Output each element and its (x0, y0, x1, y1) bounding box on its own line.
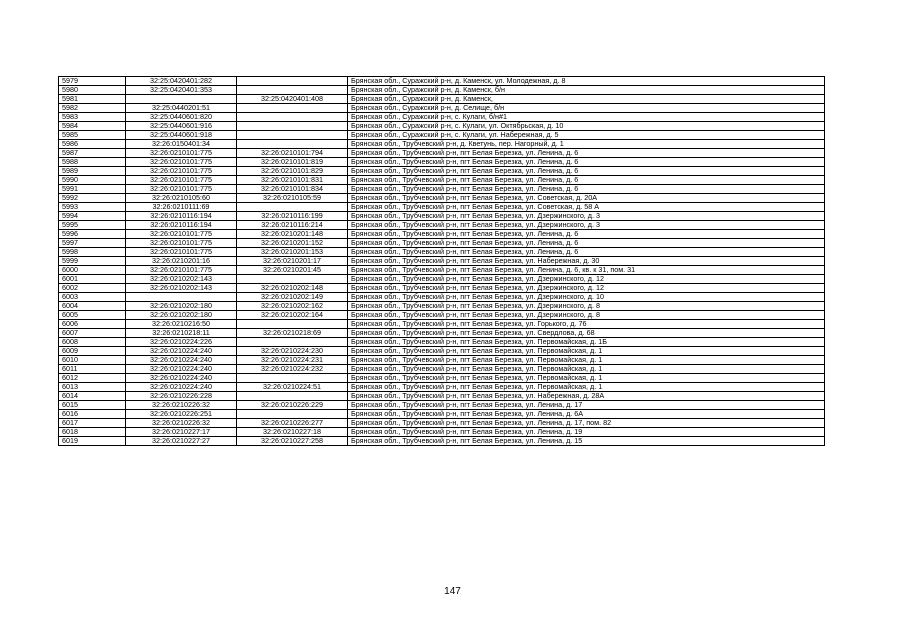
row-number-cell: 5989 (59, 167, 126, 176)
linked-cadastral-number-cell: 32:26:0210202:162 (237, 302, 348, 311)
row-number-cell: 6008 (59, 338, 126, 347)
row-number-cell: 6013 (59, 383, 126, 392)
address-cell: Брянская обл., Трубчевский р-н, пгт Белая Березка, ул. Ленина, д. 6 (348, 239, 825, 248)
linked-cadastral-number-cell (237, 122, 348, 131)
row-number-cell: 5980 (59, 86, 126, 95)
cadastral-number-cell: 32:26:0210116:194 (126, 212, 237, 221)
address-cell: Брянская обл., Суражский р-н, д. Селище, б/н (348, 104, 825, 113)
table-row (59, 212, 825, 221)
address-cell: Брянская обл., Трубчевский р-н, пгт Белая Березка, ул. Советская, д. 58 А (348, 203, 825, 212)
row-number-cell: 5992 (59, 194, 126, 203)
row-number-cell: 5994 (59, 212, 126, 221)
address-cell: Брянская обл., Суражский р-н, с. Кулаги, ул. Набережная, д. 5 (348, 131, 825, 140)
address-cell: Брянская обл., Трубчевский р-н, пгт Белая Березка, ул. Ленина, д. 6 (348, 149, 825, 158)
row-number-cell: 5986 (59, 140, 126, 149)
address-cell: Брянская обл., Суражский р-н, д. Каменск, б/н (348, 86, 825, 95)
table-row (59, 284, 825, 293)
linked-cadastral-number-cell: 32:26:0210101:794 (237, 149, 348, 158)
table-row (59, 365, 825, 374)
table-row (59, 185, 825, 194)
address-cell: Брянская обл., Трубчевский р-н, пгт Белая Березка, ул. Первомайская, д. 1Б (348, 338, 825, 347)
address-cell: Брянская обл., Трубчевский р-н, пгт Белая Березка, ул. Горького, д. 76 (348, 320, 825, 329)
address-cell: Брянская обл., Трубчевский р-н, д. Кветунь, пер. Нагорный, д. 1 (348, 140, 825, 149)
address-cell: Брянская обл., Трубчевский р-н, пгт Белая Березка, ул. Первомайская, д. 1 (348, 374, 825, 383)
row-number-cell: 5983 (59, 113, 126, 122)
cadastral-number-cell: 32:26:0210105:60 (126, 194, 237, 203)
table-row (59, 320, 825, 329)
cadastral-number-cell: 32:26:0210227:17 (126, 428, 237, 437)
linked-cadastral-number-cell (237, 104, 348, 113)
cadastral-number-cell: 32:26:0210101:775 (126, 149, 237, 158)
property-registry-table (58, 76, 825, 446)
table-row (59, 275, 825, 284)
table-row (59, 104, 825, 113)
cadastral-number-cell (126, 293, 237, 302)
cadastral-number-cell: 32:26:0210202:180 (126, 311, 237, 320)
row-number-cell: 6000 (59, 266, 126, 275)
cadastral-number-cell: 32:26:0210101:775 (126, 239, 237, 248)
cadastral-number-cell: 32:26:0210111:69 (126, 203, 237, 212)
table-row (59, 230, 825, 239)
table-row (59, 140, 825, 149)
table-row (59, 122, 825, 131)
address-cell: Брянская обл., Трубчевский р-н, пгт Белая Березка, ул. Первомайская, д. 1 (348, 383, 825, 392)
address-cell: Брянская обл., Трубчевский р-н, пгт Белая Березка, ул. Дзержинского, д. 8 (348, 302, 825, 311)
linked-cadastral-number-cell: 32:26:0210226:229 (237, 401, 348, 410)
linked-cadastral-number-cell: 32:26:0210101:819 (237, 158, 348, 167)
cadastral-number-cell: 32:26:0210216:50 (126, 320, 237, 329)
cadastral-number-cell: 32:26:0210227:27 (126, 437, 237, 446)
table-row (59, 392, 825, 401)
row-number-cell: 5993 (59, 203, 126, 212)
linked-cadastral-number-cell: 32:26:0210116:214 (237, 221, 348, 230)
address-cell: Брянская обл., Суражский р-н, д. Каменск, (348, 95, 825, 104)
linked-cadastral-number-cell: 32:26:0210224:231 (237, 356, 348, 365)
table-row (59, 356, 825, 365)
table-row (59, 329, 825, 338)
linked-cadastral-number-cell: 32:26:0210224:230 (237, 347, 348, 356)
table-row (59, 266, 825, 275)
linked-cadastral-number-cell: 32:26:0210201:45 (237, 266, 348, 275)
cadastral-number-cell: 32:26:0210224:240 (126, 347, 237, 356)
row-number-cell: 6003 (59, 293, 126, 302)
cadastral-number-cell: 32:26:0210101:775 (126, 167, 237, 176)
address-cell: Брянская обл., Трубчевский р-н, пгт Белая Березка, ул. Ленина, д. 6, кв. к 31, пом. 31 (348, 266, 825, 275)
address-cell: Брянская обл., Трубчевский р-н, пгт Белая Березка, ул. Ленина, д. 6 (348, 158, 825, 167)
row-number-cell: 6009 (59, 347, 126, 356)
table-row (59, 347, 825, 356)
linked-cadastral-number-cell: 32:26:0210101:831 (237, 176, 348, 185)
linked-cadastral-number-cell (237, 113, 348, 122)
table-row (59, 149, 825, 158)
cadastral-number-cell: 32:26:0210224:240 (126, 383, 237, 392)
linked-cadastral-number-cell: 32:26:0210224:232 (237, 365, 348, 374)
linked-cadastral-number-cell (237, 374, 348, 383)
row-number-cell: 5991 (59, 185, 126, 194)
table-row (59, 374, 825, 383)
table-row (59, 131, 825, 140)
row-number-cell: 5984 (59, 122, 126, 131)
table-row (59, 158, 825, 167)
table-row (59, 203, 825, 212)
table-row (59, 428, 825, 437)
address-cell: Брянская обл., Трубчевский р-н, пгт Белая Березка, ул. Ленина, д. 15 (348, 437, 825, 446)
row-number-cell: 6001 (59, 275, 126, 284)
address-cell: Брянская обл., Трубчевский р-н, пгт Белая Березка, ул. Дзержинского, д. 12 (348, 275, 825, 284)
address-cell: Брянская обл., Трубчевский р-н, пгт Белая Березка, ул. Первомайская, д. 1 (348, 365, 825, 374)
linked-cadastral-number-cell: 32:26:0210201:153 (237, 248, 348, 257)
cadastral-number-cell: 32:26:0210224:240 (126, 356, 237, 365)
address-cell: Брянская обл., Трубчевский р-н, пгт Белая Березка, ул. Дзержинского, д. 12 (348, 284, 825, 293)
row-number-cell: 5996 (59, 230, 126, 239)
table-row (59, 95, 825, 104)
row-number-cell: 5981 (59, 95, 126, 104)
address-cell: Брянская обл., Трубчевский р-н, пгт Белая Березка, ул. Ленина, д. 6 (348, 167, 825, 176)
linked-cadastral-number-cell (237, 275, 348, 284)
cadastral-number-cell: 32:25:0420401:282 (126, 77, 237, 86)
table-row (59, 338, 825, 347)
cadastral-number-cell: 32:25:0420401:353 (126, 86, 237, 95)
table-row (59, 383, 825, 392)
cadastral-number-cell: 32:26:0210101:775 (126, 248, 237, 257)
address-cell: Брянская обл., Трубчевский р-н, пгт Белая Березка, ул. Ленина, д. 17 (348, 401, 825, 410)
row-number-cell: 5999 (59, 257, 126, 266)
address-cell: Брянская обл., Трубчевский р-н, пгт Белая Березка, ул. Ленина, д. 6 (348, 185, 825, 194)
row-number-cell: 5998 (59, 248, 126, 257)
registry-table-body (59, 77, 825, 446)
cadastral-number-cell: 32:26:0210226:32 (126, 401, 237, 410)
linked-cadastral-number-cell (237, 77, 348, 86)
linked-cadastral-number-cell: 32:26:0210105:59 (237, 194, 348, 203)
cadastral-number-cell: 32:26:0150401:34 (126, 140, 237, 149)
cadastral-number-cell: 32:26:0210226:32 (126, 419, 237, 428)
cadastral-number-cell: 32:26:0210101:775 (126, 230, 237, 239)
linked-cadastral-number-cell: 32:26:0210202:164 (237, 311, 348, 320)
address-cell: Брянская обл., Трубчевский р-н, пгт Белая Березка, ул. Ленина, д. 19 (348, 428, 825, 437)
address-cell: Брянская обл., Трубчевский р-н, пгт Белая Березка, ул. Набережная, д. 30 (348, 257, 825, 266)
row-number-cell: 6014 (59, 392, 126, 401)
table-row (59, 410, 825, 419)
row-number-cell: 6005 (59, 311, 126, 320)
address-cell: Брянская обл., Трубчевский р-н, пгт Белая Березка, ул. Свердлова, д. 68 (348, 329, 825, 338)
table-row (59, 239, 825, 248)
linked-cadastral-number-cell: 32:25:0420401:408 (237, 95, 348, 104)
row-number-cell: 6004 (59, 302, 126, 311)
row-number-cell: 6010 (59, 356, 126, 365)
linked-cadastral-number-cell (237, 320, 348, 329)
linked-cadastral-number-cell: 32:26:0210224:51 (237, 383, 348, 392)
table-row (59, 194, 825, 203)
address-cell: Брянская обл., Трубчевский р-н, пгт Белая Березка, ул. Ленина, д. 6 (348, 230, 825, 239)
address-cell: Брянская обл., Трубчевский р-н, пгт Белая Березка, ул. Дзержинского, д. 8 (348, 311, 825, 320)
linked-cadastral-number-cell: 32:26:0210201:17 (237, 257, 348, 266)
address-cell: Брянская обл., Трубчевский р-н, пгт Белая Березка, ул. Ленина, д. 6 (348, 176, 825, 185)
linked-cadastral-number-cell (237, 203, 348, 212)
address-cell: Брянская обл., Трубчевский р-н, пгт Белая Березка, ул. Ленина, д. 6 (348, 248, 825, 257)
cadastral-number-cell: 32:26:0210202:180 (126, 302, 237, 311)
address-cell: Брянская обл., Трубчевский р-н, пгт Белая Березка, ул. Советская, д. 20А (348, 194, 825, 203)
cadastral-number-cell (126, 95, 237, 104)
table-row (59, 401, 825, 410)
row-number-cell: 6016 (59, 410, 126, 419)
cadastral-number-cell: 32:26:0210224:240 (126, 374, 237, 383)
row-number-cell: 5985 (59, 131, 126, 140)
table-row (59, 257, 825, 266)
table-row (59, 221, 825, 230)
row-number-cell: 6007 (59, 329, 126, 338)
linked-cadastral-number-cell: 32:26:0210101:829 (237, 167, 348, 176)
row-number-cell: 6018 (59, 428, 126, 437)
address-cell: Брянская обл., Суражский р-н, с. Кулаги, б/н#1 (348, 113, 825, 122)
table-row (59, 293, 825, 302)
cadastral-number-cell: 32:26:0210202:143 (126, 275, 237, 284)
row-number-cell: 5988 (59, 158, 126, 167)
page-number: 147 (444, 586, 461, 597)
address-cell: Брянская обл., Суражский р-н, д. Каменск, ул. Молодежная, д. 8 (348, 77, 825, 86)
cadastral-number-cell: 32:25:0440201:51 (126, 104, 237, 113)
linked-cadastral-number-cell (237, 338, 348, 347)
table-row (59, 77, 825, 86)
address-cell: Брянская обл., Суражский р-н, с. Кулаги, ул. Октябрьская, д. 10 (348, 122, 825, 131)
linked-cadastral-number-cell: 32:26:0210101:834 (237, 185, 348, 194)
address-cell: Брянская обл., Трубчевский р-н, пгт Белая Березка, ул. Первомайская, д. 1 (348, 347, 825, 356)
linked-cadastral-number-cell (237, 86, 348, 95)
table-row (59, 302, 825, 311)
cadastral-number-cell: 32:26:0210201:16 (126, 257, 237, 266)
linked-cadastral-number-cell: 32:26:0210116:199 (237, 212, 348, 221)
row-number-cell: 6011 (59, 365, 126, 374)
linked-cadastral-number-cell: 32:26:0210202:148 (237, 284, 348, 293)
row-number-cell: 5990 (59, 176, 126, 185)
row-number-cell: 5995 (59, 221, 126, 230)
table-row (59, 86, 825, 95)
linked-cadastral-number-cell (237, 140, 348, 149)
linked-cadastral-number-cell (237, 392, 348, 401)
cadastral-number-cell: 32:26:0210116:194 (126, 221, 237, 230)
row-number-cell: 6006 (59, 320, 126, 329)
row-number-cell: 5987 (59, 149, 126, 158)
linked-cadastral-number-cell: 32:26:0210201:152 (237, 239, 348, 248)
cadastral-number-cell: 32:25:0440601:820 (126, 113, 237, 122)
row-number-cell: 5979 (59, 77, 126, 86)
address-cell: Брянская обл., Трубчевский р-н, пгт Белая Березка, ул. Дзержинского, д. 3 (348, 221, 825, 230)
linked-cadastral-number-cell: 32:26:0210226:277 (237, 419, 348, 428)
row-number-cell: 6017 (59, 419, 126, 428)
address-cell: Брянская обл., Трубчевский р-н, пгт Белая Березка, ул. Первомайская, д. 1 (348, 356, 825, 365)
cadastral-number-cell: 32:26:0210101:775 (126, 158, 237, 167)
cadastral-number-cell: 32:26:0210101:775 (126, 266, 237, 275)
table-row (59, 167, 825, 176)
address-cell: Брянская обл., Трубчевский р-н, пгт Белая Березка, ул. Ленина, д. 17, пом. 82 (348, 419, 825, 428)
linked-cadastral-number-cell (237, 410, 348, 419)
address-cell: Брянская обл., Трубчевский р-н, пгт Белая Березка, ул. Ленина, д. 6А (348, 410, 825, 419)
address-cell: Брянская обл., Трубчевский р-н, пгт Белая Березка, ул. Набережная, д. 28А (348, 392, 825, 401)
table-row (59, 311, 825, 320)
row-number-cell: 5997 (59, 239, 126, 248)
linked-cadastral-number-cell: 32:26:0210202:149 (237, 293, 348, 302)
linked-cadastral-number-cell: 32:26:0210218:69 (237, 329, 348, 338)
linked-cadastral-number-cell: 32:26:0210201:148 (237, 230, 348, 239)
table-row (59, 437, 825, 446)
row-number-cell: 6012 (59, 374, 126, 383)
cadastral-number-cell: 32:26:0210226:251 (126, 410, 237, 419)
table-row (59, 113, 825, 122)
row-number-cell: 5982 (59, 104, 126, 113)
table-row (59, 248, 825, 257)
table-row (59, 419, 825, 428)
cadastral-number-cell: 32:25:0440601:918 (126, 131, 237, 140)
row-number-cell: 6015 (59, 401, 126, 410)
address-cell: Брянская обл., Трубчевский р-н, пгт Белая Березка, ул. Дзержинского, д. 3 (348, 212, 825, 221)
linked-cadastral-number-cell: 32:26:0210227:18 (237, 428, 348, 437)
row-number-cell: 6002 (59, 284, 126, 293)
cadastral-number-cell: 32:26:0210218:11 (126, 329, 237, 338)
cadastral-number-cell: 32:26:0210224:226 (126, 338, 237, 347)
linked-cadastral-number-cell (237, 131, 348, 140)
cadastral-number-cell: 32:26:0210224:240 (126, 365, 237, 374)
cadastral-number-cell: 32:26:0210101:775 (126, 176, 237, 185)
table-row (59, 176, 825, 185)
cadastral-number-cell: 32:26:0210226:228 (126, 392, 237, 401)
address-cell: Брянская обл., Трубчевский р-н, пгт Белая Березка, ул. Дзержинского, д. 10 (348, 293, 825, 302)
cadastral-number-cell: 32:26:0210202:143 (126, 284, 237, 293)
linked-cadastral-number-cell: 32:26:0210227:258 (237, 437, 348, 446)
cadastral-number-cell: 32:26:0210101:775 (126, 185, 237, 194)
cadastral-number-cell: 32:25:0440601:916 (126, 122, 237, 131)
row-number-cell: 6019 (59, 437, 126, 446)
